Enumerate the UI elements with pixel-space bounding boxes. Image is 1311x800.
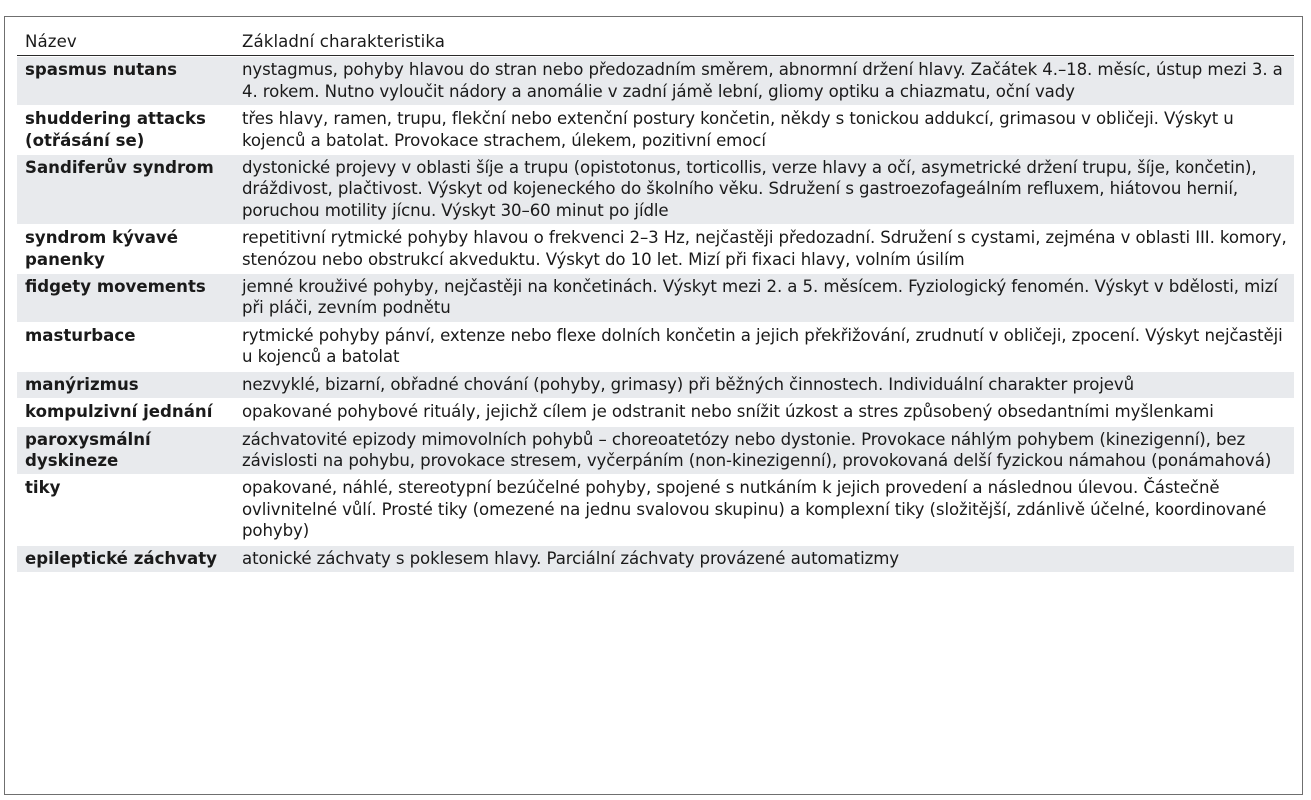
table-frame (4, 16, 1303, 795)
table-row (17, 426, 1294, 475)
row-description: jemné krouživé pohyby, nejčastěji na končetinách. Výskyt mezi 2. a 5. měsícem. Fyziologický fenomén. Výskyt v bdělosti, mizí při pláči, zevním podnětu (234, 273, 1294, 322)
table-row (17, 398, 1294, 425)
row-description: opakované pohybové rituály, jejichž cílem je odstranit nebo snížit úzkost a stres způsobený obsedantními myšlenkami (234, 398, 1294, 425)
table-header-row (17, 28, 1294, 56)
header-characteristics: Základní charakteristika (234, 28, 1294, 56)
table-row (17, 371, 1294, 398)
row-description: repetitivní rytmické pohyby hlavou o frekvenci 2–3 Hz, nejčastěji předozadní. Sdružení s cystami, zejména v oblasti III. komory, stenózou nebo obstrukcí akveduktu. Výskyt do 10 let. Mizí při fixaci hlavy, volním úsilím (234, 224, 1294, 273)
row-name: tiky (17, 474, 234, 544)
row-description: rytmické pohyby pánví, extenze nebo flexe dolních končetin a jejich překřižování, zrudnutí v obličeji, zpocení. Výskyt nejčastěji u kojenců a batolat (234, 322, 1294, 371)
table-row (17, 56, 1294, 105)
table-row (17, 474, 1294, 544)
row-name: shuddering attacks (otřásání se) (17, 105, 234, 154)
row-name: paroxysmální dyskineze (17, 426, 234, 475)
row-name: epileptické záchvaty (17, 545, 234, 572)
row-description: nezvyklé, bizarní, obřadné chování (pohyby, grimasy) při běžných činnostech. Individuální charakter projevů (234, 371, 1294, 398)
table-row (17, 322, 1294, 371)
row-name: syndrom kývavé panenky (17, 224, 234, 273)
row-description: atonické záchvaty s poklesem hlavy. Parciální záchvaty provázené automatizmy (234, 545, 1294, 572)
row-name: fidgety movements (17, 273, 234, 322)
table-row (17, 273, 1294, 322)
row-description: nystagmus, pohyby hlavou do stran nebo předozadním směrem, abnormní držení hlavy. Začátek 4.–18. měsíc, ústup mezi 3. a 4. rokem. Nutno vyloučit nádory a anomálie v zadní jámě lební, gliomy optiku a chiazmatu, oční vady (234, 56, 1294, 105)
characteristics-table (17, 28, 1294, 572)
row-description: záchvatovité epizody mimovolních pohybů – choreoatetózy nebo dystonie. Provokace náhlým pohybem (kinezigenní), bez závislosti na pohybu, provokace stresem, vyčerpáním (non-kinezigenní), provokovaná delší fyzickou námahou (ponámahová) (234, 426, 1294, 475)
row-description: opakované, náhlé, stereotypní bezúčelné pohyby, spojené s nutkáním k jejich provedení a následnou úlevou. Částečně ovlivnitelné vůlí. Prosté tiky (omezené na jednu svalovou skupinu) a komplexní tiky (složitější, zdánlivě účelné, koordinované pohyby) (234, 474, 1294, 544)
header-name: Název (17, 28, 234, 56)
row-description: třes hlavy, ramen, trupu, flekční nebo extenční postury končetin, někdy s tonickou addukcí, grimasou v obličeji. Výskyt u kojenců a batolat. Provokace strachem, úlekem, pozitivní emocí (234, 105, 1294, 154)
row-name: masturbace (17, 322, 234, 371)
row-name: spasmus nutans (17, 56, 234, 105)
table-row (17, 224, 1294, 273)
row-name: kompulzivní jednání (17, 398, 234, 425)
table-row (17, 154, 1294, 224)
table-row (17, 105, 1294, 154)
row-name: Sandiferův syndrom (17, 154, 234, 224)
row-description: dystonické projevy v oblasti šíje a trupu (opistotonus, torticollis, verze hlavy a očí, asymetrické držení trupu, šíje, končetin), dráždivost, plačtivost. Výskyt od kojeneckého do školního věku. Sdružení s gastroezofageálním refluxem, hiátovou hernií, poruchou motility jícnu. Výskyt 30–60 minut po jídle (234, 154, 1294, 224)
row-name: manýrizmus (17, 371, 234, 398)
table-row (17, 545, 1294, 572)
